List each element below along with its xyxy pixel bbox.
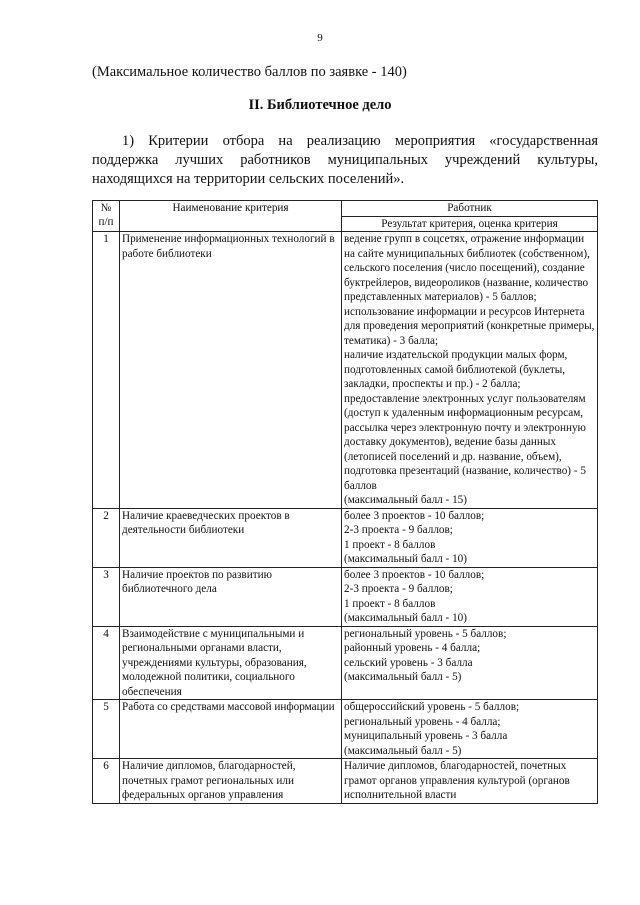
criteria-intro-line-1: 1) Критерии отбора на реализацию мероприятия «государственная — [122, 133, 598, 149]
criterion-result — [342, 700, 598, 759]
table-body — [93, 232, 598, 804]
table-row — [93, 567, 598, 626]
result-line: Наличие дипломов, благодарностей, почетных грамот органов управления культурой (органов исполнительной власти — [344, 760, 570, 801]
header-num-line-2: п/п — [98, 216, 114, 228]
result-line: 1 проект - 8 баллов — [344, 538, 436, 551]
criterion-name: Взаимодействие с муниципальными и региональными органами власти, учреждениями культуры, образования, молодежной политики, социального обеспечения — [120, 626, 342, 700]
criterion-name: Работа со средствами массовой информации — [120, 700, 342, 759]
result-line: (максимальный балл - 10) — [344, 553, 467, 565]
header-num — [93, 201, 120, 232]
criterion-result — [342, 626, 598, 700]
header-num-line-1: № — [100, 202, 112, 214]
criterion-name: Наличие проектов по развитию библиотечного дела — [120, 567, 342, 626]
table-row — [93, 626, 598, 700]
criteria-intro — [92, 132, 598, 189]
criterion-name: Наличие дипломов, благодарностей, почетных грамот региональных или федеральных органов управления — [120, 759, 342, 804]
row-number: 5 — [93, 700, 120, 759]
result-line: районный уровень - 4 балла; — [344, 642, 481, 654]
table-row — [93, 232, 598, 509]
criterion-result — [342, 567, 598, 626]
result-line: 2-3 проекта - 9 баллов; — [344, 583, 453, 595]
criteria-intro-line-2: поддержка лучших работников муниципальных учреждений культуры, — [92, 152, 598, 168]
result-line: общероссийский уровень - 5 баллов; — [344, 701, 520, 713]
result-line: (максимальный балл - 15) — [344, 494, 467, 506]
criteria-intro-line-3: находящихся на территории сельских поселений». — [92, 171, 405, 187]
result-line: (максимальный балл - 5) — [344, 744, 462, 757]
result-line: ведение групп в соцсетях, отражение информации на сайте муниципальных библиотек (собственном), сельского поселения (число посещений), создание буктрейлеров, видеороликов (название, количество представленных материалов) - 5 баллов; — [344, 233, 590, 303]
row-number: 4 — [93, 626, 120, 700]
result-line: сельский уровень - 3 балла — [344, 656, 473, 669]
result-line: наличие издательской продукции малых форм, подготовленных самой библиотекой (буклеты, закладки, проспекты и пр.) - 2 балла; — [344, 349, 568, 390]
result-line: использование информации и ресурсов Интернета для проведения мероприятий (конкретные примеры, тематика) - 3 балла; — [344, 305, 595, 347]
criterion-result — [342, 232, 598, 509]
result-line: (максимальный балл - 10) — [344, 612, 467, 624]
table-row — [93, 759, 598, 804]
row-number: 1 — [93, 232, 120, 509]
section-title: II. Библиотечное дело — [248, 97, 392, 113]
row-number: 3 — [93, 567, 120, 626]
header-criterion: Наименование критерия — [120, 201, 342, 232]
result-line: 1 проект - 8 баллов — [344, 597, 436, 610]
max-score-line: (Максимальное количество баллов по заявке - 140) — [92, 64, 407, 80]
result-line: 2-3 проекта - 9 баллов; — [344, 524, 453, 536]
criterion-name: Наличие краеведческих проектов в деятельности библиотеки — [120, 508, 342, 567]
result-line: более 3 проектов - 10 баллов; — [344, 568, 485, 581]
table-header-row — [93, 201, 598, 217]
criterion-name: Применение информационных технологий в работе библиотеки — [120, 232, 342, 509]
page-number: 9 — [317, 32, 323, 44]
header-worker: Работник — [342, 201, 598, 217]
result-line: региональный уровень - 5 баллов; — [344, 627, 507, 640]
criteria-table — [92, 200, 598, 804]
result-line: (максимальный балл - 5) — [344, 671, 462, 683]
criterion-result — [342, 759, 598, 804]
result-line: более 3 проектов - 10 баллов; — [344, 509, 485, 522]
row-number: 2 — [93, 508, 120, 567]
criterion-result — [342, 508, 598, 567]
result-line: региональный уровень - 4 балла; — [344, 715, 501, 728]
result-line: предоставление электронных услуг пользователям (доступ к удаленным информационным ресурсам, рассылка через электронную почту и электронную доставку документов), ведение базы данных (летописей поселений и др. название, объем), подготовка презентаций (название, количество) - 5 баллов — [344, 392, 586, 492]
table-row — [93, 700, 598, 759]
table-row — [93, 508, 598, 567]
result-line: муниципальный уровень - 3 балла — [344, 730, 508, 742]
header-result: Результат критерия, оценка критерия — [342, 216, 598, 232]
row-number: 6 — [93, 759, 120, 804]
